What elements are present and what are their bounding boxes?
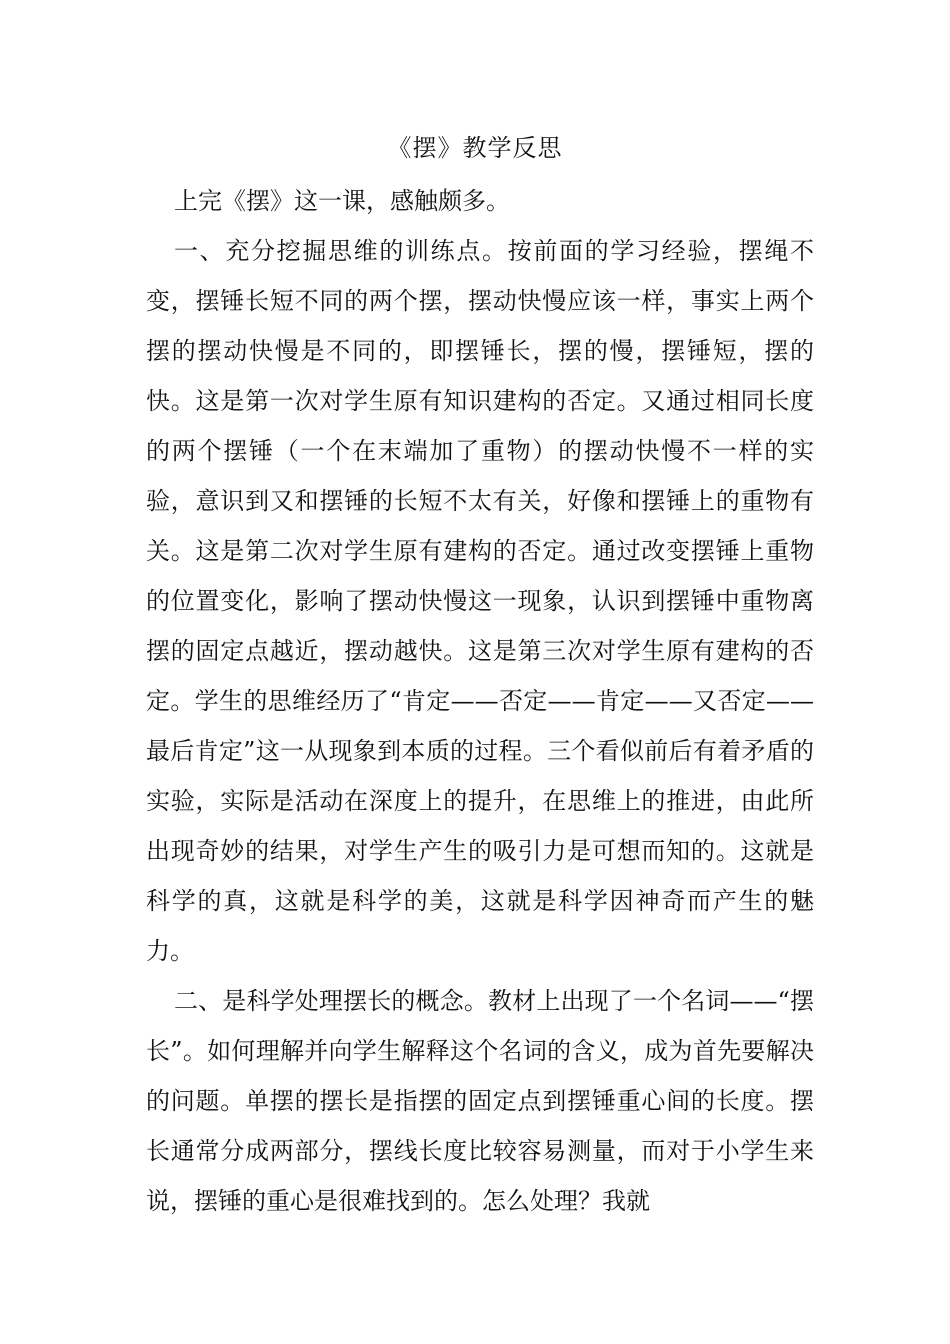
paragraph-intro: 上完《摆》这一课，感触颇多。 <box>174 187 510 215</box>
paragraph-point-two: 二、是科学处理摆长的概念。教材上出现了一个名词——“摆长”。如何理解并向学生解释这个名词的含义，成为首先要解决的问题。单摆的摆长是指摆的固定点到摆锤重心间的长度。摆长通常分成两部分，摆线长度比较容易测量，而对于小学生来说，摆锤的重心是很难找到的。怎么处理？我就 <box>146 987 814 1215</box>
document-body <box>146 176 814 1226</box>
paragraph-point-one: 一、充分挖掘思维的训练点。按前面的学习经验，摆绳不变，摆锤长短不同的两个摆，摆动快慢应该一样，事实上两个摆的摆动快慢是不同的，即摆锤长，摆的慢，摆锤短，摆的快。这是第一次对学生原有知识建构的否定。又通过相同长度的两个摆锤（一个在末端加了重物）的摆动快慢不一样的实验，意识到又和摆锤的长短不太有关，好像和摆锤上的重物有关。这是第二次对学生原有建构的否定。通过改变摆锤上重物的位置变化，影响了摆动快慢这一现象，认识到摆锤中重物离摆的固定点越近，摆动越快。这是第三次对学生原有建构的否定。学生的思维经历了“肯定——否定——肯定——又否定——最后肯定”这一从现象到本质的过程。三个看似前后有着矛盾的实验，实际是活动在深度上的提升，在思维上的推进，由此所出现奇妙的结果，对学生产生的吸引力是可想而知的。这就是科学的真，这就是科学的美，这就是科学因神奇而产生的魅力。 <box>146 237 814 965</box>
document-title: 《摆》教学反思 <box>387 134 563 162</box>
